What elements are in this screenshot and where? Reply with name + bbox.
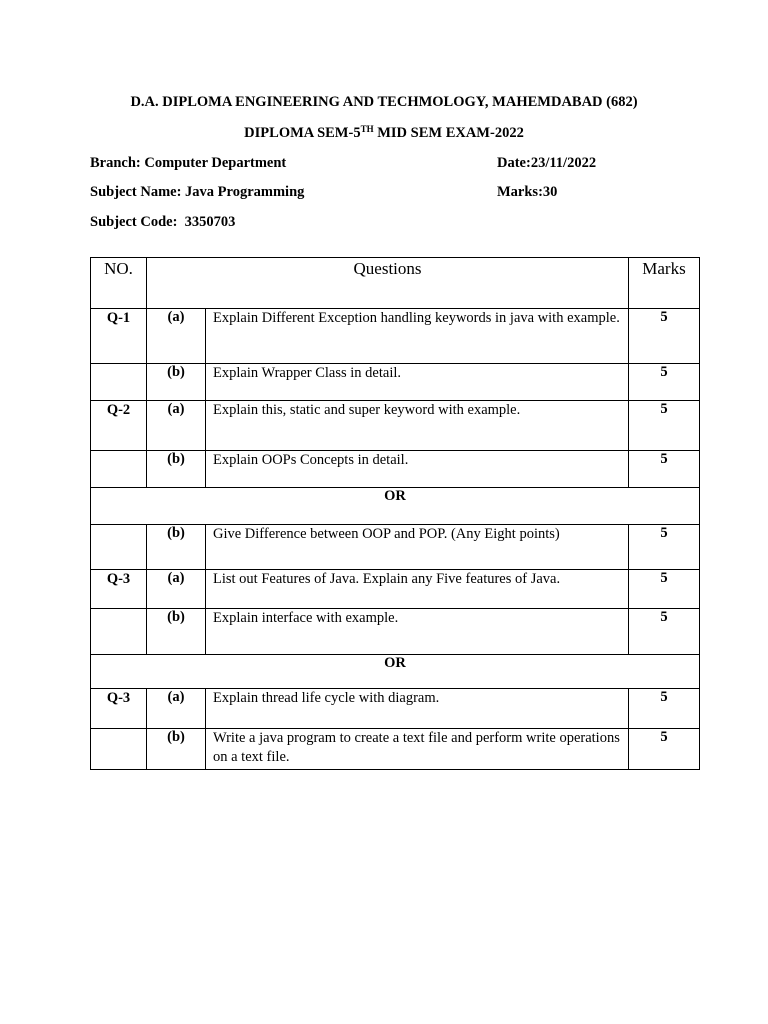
sub-question-label: (a) xyxy=(147,309,206,364)
question-number xyxy=(91,609,147,655)
table-row xyxy=(91,309,700,364)
sub-question-label: (b) xyxy=(147,364,206,401)
or-divider-label: OR xyxy=(91,655,700,689)
exam-title xyxy=(0,124,768,142)
exam-title-suffix: MID SEM EXAM-2022 xyxy=(373,125,524,141)
question-marks: 5 xyxy=(629,729,700,770)
question-text: Explain this, static and super keyword with example. xyxy=(206,401,629,451)
college-title: D.A. DIPLOMA ENGINEERING AND TECHMOLOGY, MAHEMDABAD (682) xyxy=(130,94,638,110)
question-marks: 5 xyxy=(629,364,700,401)
question-number: Q-3 xyxy=(91,689,147,729)
question-marks: 5 xyxy=(629,689,700,729)
question-text: Give Difference between OOP and POP. (Any Eight points) xyxy=(206,525,629,570)
question-number xyxy=(91,451,147,488)
question-marks: 5 xyxy=(629,609,700,655)
branch-label: Branch: Computer Department xyxy=(90,155,287,171)
question-number: Q-3 xyxy=(91,570,147,609)
question-text: List out Features of Java. Explain any Five features of Java. xyxy=(206,570,629,609)
question-text: Explain Different Exception handling keywords in java with example. xyxy=(206,309,629,364)
or-divider-label: OR xyxy=(91,488,700,525)
question-marks: 5 xyxy=(629,451,700,488)
question-number xyxy=(91,364,147,401)
header-questions: Questions xyxy=(147,258,629,309)
question-text: Explain Wrapper Class in detail. xyxy=(206,364,629,401)
sub-question-label: (a) xyxy=(147,570,206,609)
table-row xyxy=(91,451,700,488)
sub-question-label: (b) xyxy=(147,609,206,655)
question-marks: 5 xyxy=(629,309,700,364)
header-marks: Marks xyxy=(629,258,700,309)
table-row xyxy=(91,729,700,770)
or-row xyxy=(91,655,700,689)
subject-code-label: Subject Code: 3350703 xyxy=(90,214,236,230)
or-row xyxy=(91,488,700,525)
sub-question-label: (a) xyxy=(147,401,206,451)
question-number xyxy=(91,525,147,570)
question-text: Write a java program to create a text file and perform write operations on a text file. xyxy=(206,729,629,770)
table-row xyxy=(91,689,700,729)
table-row xyxy=(91,401,700,451)
table-row xyxy=(91,570,700,609)
sub-question-label: (a) xyxy=(147,689,206,729)
question-number: Q-1 xyxy=(91,309,147,364)
header-no: NO. xyxy=(91,258,147,309)
question-number xyxy=(91,729,147,770)
question-marks: 5 xyxy=(629,570,700,609)
table-row xyxy=(91,609,700,655)
table-row xyxy=(91,525,700,570)
table-row xyxy=(91,364,700,401)
question-text: Explain OOPs Concepts in detail. xyxy=(206,451,629,488)
table-header-row xyxy=(91,258,700,309)
sub-question-label: (b) xyxy=(147,451,206,488)
exam-title-prefix: DIPLOMA SEM-5 xyxy=(244,125,361,141)
question-text: Explain interface with example. xyxy=(206,609,629,655)
sub-question-label: (b) xyxy=(147,525,206,570)
question-number: Q-2 xyxy=(91,401,147,451)
question-marks: 5 xyxy=(629,525,700,570)
marks-total-label: Marks:30 xyxy=(497,184,558,200)
question-text: Explain thread life cycle with diagram. xyxy=(206,689,629,729)
date-label: Date:23/11/2022 xyxy=(497,155,597,171)
question-marks: 5 xyxy=(629,401,700,451)
subject-name-label: Subject Name: Java Programming xyxy=(90,184,305,200)
exam-title-superscript: TH xyxy=(360,124,374,134)
sub-question-label: (b) xyxy=(147,729,206,770)
question-table xyxy=(90,257,700,770)
